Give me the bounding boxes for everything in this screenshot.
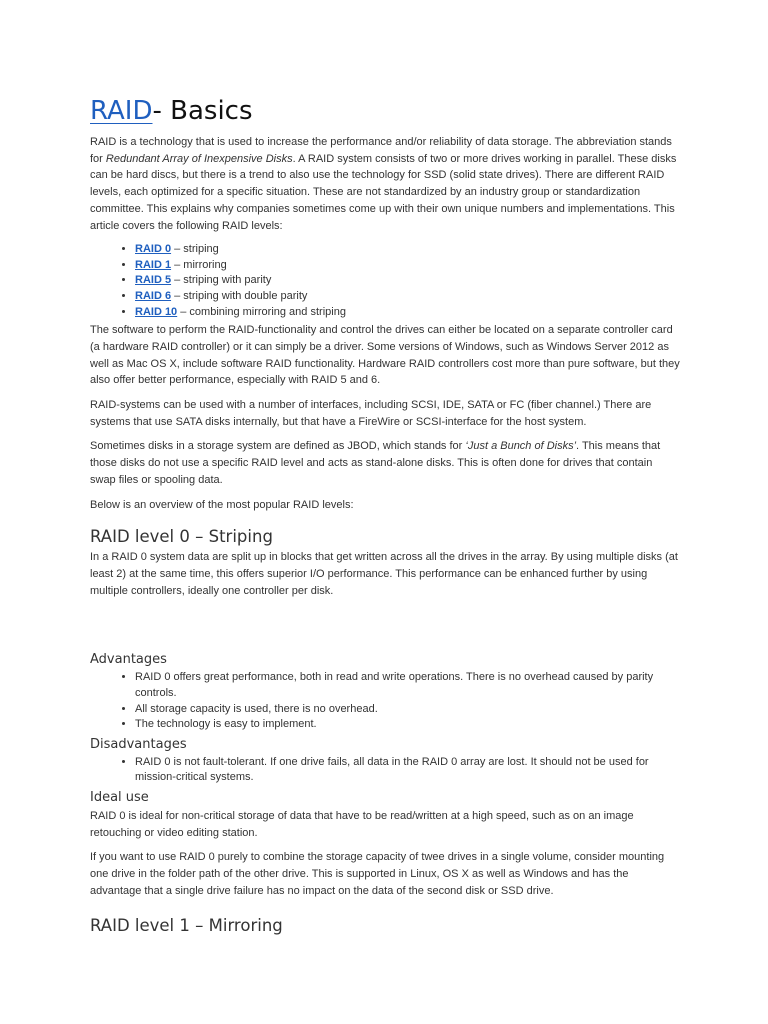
list-item <box>135 242 680 258</box>
raid-title-link[interactable]: RAID <box>90 96 153 126</box>
list-item: • The technology is easy to implement. <box>135 717 680 733</box>
list-item: • RAID 0 offers great performance, both in read and write operations. There is no overhead caused by parity controls. <box>135 670 680 701</box>
overview-paragraph: Below is an overview of the most popular RAID levels: <box>90 498 354 511</box>
list-item <box>135 273 680 289</box>
combine-storage-paragraph: If you want to use RAID 0 purely to combine the storage capacity of twee drives in a single volume, consider mounting one drive in the folder path of the other drive. This is supported in Linux, OS X as well as Windows and has the advantage that a single drive failure has no impact on the data of the second disk or SSD drive. <box>90 851 665 897</box>
raid-5-link[interactable]: RAID 5 <box>135 274 172 287</box>
disadvantages-heading: Disadvantages <box>90 736 187 752</box>
document-page <box>90 92 680 938</box>
title-rest: - Basics <box>152 96 253 126</box>
raid-levels-list <box>90 242 680 320</box>
disadvantages-list <box>90 755 680 786</box>
list-item-desc: – mirroring <box>171 258 227 271</box>
raid-6-link[interactable]: RAID 6 <box>135 290 172 302</box>
list-item <box>135 258 680 274</box>
advantages-list <box>90 670 680 732</box>
interfaces-paragraph: RAID-systems can be used with a number of interfaces, including SCSI, IDE, SATA or FC (fiber channel.) There are systems that use SATA disks internally, but that have a FireWire or SCSI-interface for the host system. <box>90 399 652 428</box>
list-item: • All storage capacity is used, there is no overhead. <box>135 702 680 718</box>
raid-10-link[interactable]: RAID 10 <box>135 305 178 318</box>
list-item-desc: – striping <box>171 243 219 256</box>
intro-paragraph <box>90 134 680 234</box>
list-item-desc: – striping with parity <box>171 274 272 287</box>
raid1-heading: RAID level 1 – Mirroring <box>90 916 283 936</box>
intro-text-1: RAID is a technology that is used to increase the performance and/or reliability of data storage. The abbreviation stands for <box>90 136 672 165</box>
list-item-desc: – striping with double parity <box>171 290 308 302</box>
ideal-use-heading: Ideal use <box>90 789 149 805</box>
raid0-heading: RAID level 0 – Striping <box>90 527 273 547</box>
raid-1-link[interactable]: RAID 1 <box>135 258 172 271</box>
software-paragraph: The software to perform the RAID-functionality and control the drives can either be located on a separate controller card (a hardware RAID controller) or it can simply be a driver. Some versions of Windows, such as Windows Server 2012 as well as Mac OS X, include software RAID functionality. Hardware RAID controllers cost more than pure software, but they also offer better performance, especially with RAID 5 and 6. <box>90 324 680 387</box>
page-title <box>90 92 680 130</box>
list-item: • RAID 0 is not fault-tolerant. If one drive fails, all data in the RAID 0 array are lost. It should not be used for mission-critical systems. <box>135 755 680 786</box>
jbod-text-2: . This means that those disks do not use a specific RAID level and acts as stand-alone disks. This is often done for drives that contain swap files or spooling data. <box>90 440 661 486</box>
intro-italic: Redundant Array of Inexpensive Disks <box>105 152 293 165</box>
jbod-italic: ‘Just a Bunch of Disks’ <box>465 440 577 453</box>
ideal-use-paragraph: RAID 0 is ideal for non-critical storage of data that have to be read/written at a high speed, such as on an image retouching or video editing station. <box>90 809 634 839</box>
jbod-text-1: Sometimes disks in a storage system are defined as JBOD, which stands for <box>90 440 466 453</box>
intro-text-2: . A RAID system consists of two or more drives working in parallel. These disks can be hard discs, but there is a trend to also use the technology for SSD (solid state drives). There are different RAID levels, each optimized for a specific situation. These are not standardized by an industry group or standardization committee. This explains why companies sometimes come up with their own unique numbers and implementations. This article covers the following RAID levels: <box>90 152 677 232</box>
list-item-desc: – combining mirroring and striping <box>177 305 346 318</box>
raid-0-link[interactable]: RAID 0 <box>135 243 172 256</box>
advantages-heading: Advantages <box>90 652 167 668</box>
list-item <box>135 289 680 305</box>
spacer <box>90 607 680 650</box>
list-item <box>135 305 680 321</box>
jbod-paragraph <box>90 438 680 488</box>
raid0-intro: In a RAID 0 system data are split up in blocks that get written across all the drives in the array. By using multiple disks (at least 2) at the same time, this offers superior I/O performance. This performance can be enhanced further by using multiple controllers, ideally one controller per disk. <box>90 551 678 597</box>
